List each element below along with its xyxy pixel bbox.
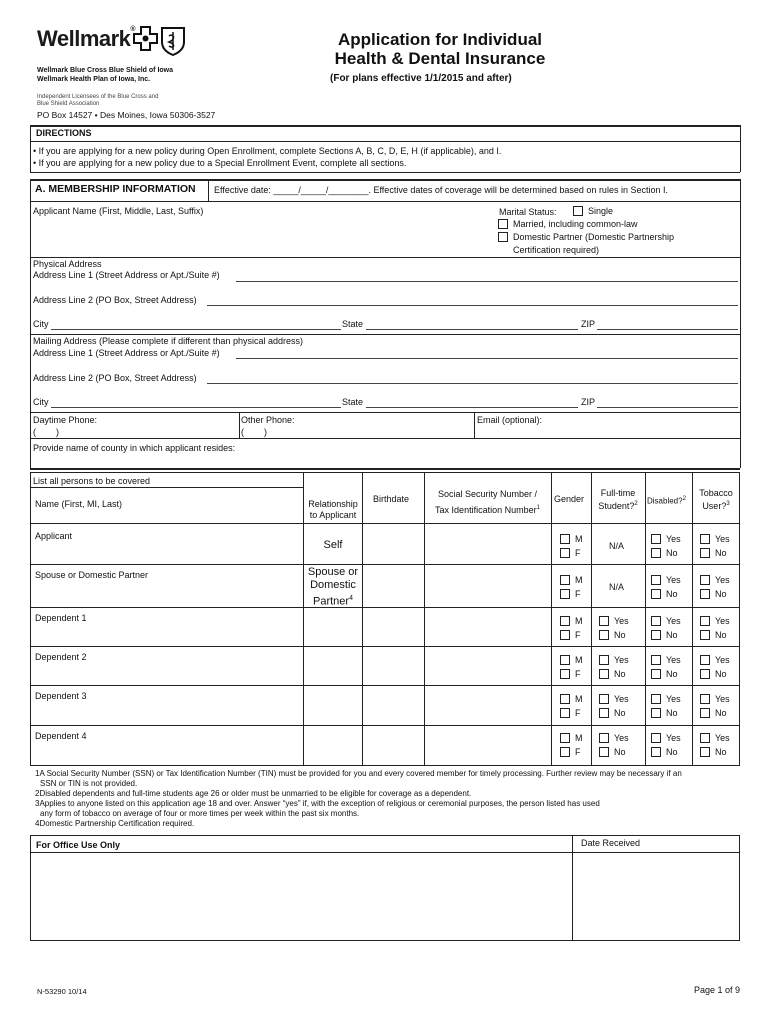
marital-status-label: Marital Status: xyxy=(499,207,557,217)
org-name-2: Wellmark Health Plan of Iowa, Inc. xyxy=(37,76,151,83)
spouse-disabled-yes[interactable]: Yes xyxy=(651,575,681,585)
blue-cross-blue-shield-icon xyxy=(132,24,188,58)
dep1-fulltime-no[interactable]: No xyxy=(599,630,626,640)
directions-item-2: • If you are applying for a new policy due to a Special Enrollment Event, complete all sections. xyxy=(33,158,407,168)
county-field[interactable]: Provide name of county in which applicant resides: xyxy=(33,443,236,453)
dep4-tobacco-no[interactable]: No xyxy=(700,747,727,757)
spouse-disabled-no[interactable]: No xyxy=(651,589,678,599)
physical-address-line-2[interactable]: Address Line 2 (PO Box, Street Address) xyxy=(33,295,197,305)
physical-state-field[interactable]: State xyxy=(342,319,364,329)
directions-heading: DIRECTIONS xyxy=(36,128,92,138)
footnote-1: 1A Social Security Number (SSN) or Tax Identification Number (TIN) must be provided for you and every covered member for timely processing. Further review may be necessary if an xyxy=(35,769,682,778)
licensee-line-1: Independent Licensees of the Blue Cross and xyxy=(37,94,159,100)
mailing-po-box: PO Box 14527 • Des Moines, Iowa 50306-3527 xyxy=(37,110,216,120)
dep2-gender-f[interactable]: F xyxy=(560,669,581,679)
org-name-1: Wellmark Blue Cross Blue Shield of Iowa xyxy=(37,67,174,74)
applicant-disabled-no[interactable]: No xyxy=(651,548,678,558)
date-received-label: Date Received xyxy=(581,838,641,848)
licensee-line-2: Blue Shield Association xyxy=(37,101,100,107)
spouse-tobacco-no[interactable]: No xyxy=(700,589,727,599)
dep1-gender-f[interactable]: F xyxy=(560,630,581,640)
footnote-3-cont: any form of tobacco on average of four or more times per week within the past six months. xyxy=(40,809,360,818)
row-applicant-relationship: Self xyxy=(323,539,343,551)
applicant-gender-m[interactable]: M xyxy=(560,534,583,544)
dep4-gender-m[interactable]: M xyxy=(560,733,583,743)
footnote-4: 4Domestic Partnership Certification required. xyxy=(35,819,195,828)
col-ssn-header: Social Security Number / Tax Identification Number$^1$ xyxy=(435,489,540,515)
physical-zip-field[interactable]: ZIP xyxy=(581,319,596,329)
dep2-tobacco-yes[interactable]: Yes xyxy=(700,655,730,665)
dep4-fulltime-yes[interactable]: Yes xyxy=(599,733,629,743)
applicant-tobacco-yes[interactable]: Yes xyxy=(700,534,730,544)
dep2-gender-m[interactable]: M xyxy=(560,655,583,665)
persons-list-label: List all persons to be covered xyxy=(33,476,151,486)
dep2-tobacco-no[interactable]: No xyxy=(700,669,727,679)
spouse-tobacco-yes[interactable]: Yes xyxy=(700,575,730,585)
marital-domestic-checkbox[interactable]: Domestic Partner (Domestic Partnership xyxy=(498,232,674,242)
dep3-gender-f[interactable]: F xyxy=(560,708,581,718)
mailing-address-line-1[interactable]: Address Line 1 (Street Address or Apt./Suite #) xyxy=(33,348,220,358)
row-dependent-2-label: Dependent 2 xyxy=(35,652,87,662)
section-a-heading: A. MEMBERSHIP INFORMATION xyxy=(35,183,196,195)
col-gender-header: Gender xyxy=(554,494,585,504)
applicant-gender-f[interactable]: F xyxy=(560,548,581,558)
wellmark-logo: Wellmark® xyxy=(37,26,136,51)
mailing-address-label: Mailing Address (Please complete if different than physical address) xyxy=(33,336,303,346)
office-use-heading: For Office Use Only xyxy=(36,840,121,850)
dep3-disabled-yes[interactable]: Yes xyxy=(651,694,681,704)
spouse-gender-m[interactable]: M xyxy=(560,575,583,585)
footnote-1-cont: SSN or TIN is not provided. xyxy=(40,779,138,788)
email-field[interactable]: Email (optional): xyxy=(477,415,543,425)
dep1-gender-m[interactable]: M xyxy=(560,616,583,626)
row-dependent-3-label: Dependent 3 xyxy=(35,691,87,701)
physical-address-line-1[interactable]: Address Line 1 (Street Address or Apt./Suite #) xyxy=(33,270,220,280)
daytime-phone-field[interactable]: Daytime Phone: xyxy=(33,415,98,425)
row-spouse-label: Spouse or Domestic Partner xyxy=(35,570,149,580)
dep3-tobacco-no[interactable]: No xyxy=(700,708,727,718)
page-number: Page 1 of 9 xyxy=(694,985,741,995)
marital-single-checkbox[interactable]: Single xyxy=(573,206,613,216)
physical-address-label: Physical Address xyxy=(33,259,102,269)
page-subtitle: (For plans effective 1/1/2015 and after) xyxy=(330,73,512,84)
applicant-disabled-yes[interactable]: Yes xyxy=(651,534,681,544)
dep3-tobacco-yes[interactable]: Yes xyxy=(700,694,730,704)
spouse-gender-f[interactable]: F xyxy=(560,589,581,599)
effective-date-field[interactable]: Effective date: _____/_____/________. Effective dates of coverage will be determined based on rules in Section I. xyxy=(214,185,668,195)
form-number: N-53290 10/14 xyxy=(37,987,87,996)
applicant-fulltime-na: N/A xyxy=(609,541,625,551)
mailing-zip-field[interactable]: ZIP xyxy=(581,397,596,407)
mailing-city-field[interactable]: City xyxy=(33,397,49,407)
col-fulltime-header: Full-time Student?$^2$ xyxy=(598,488,638,511)
dep1-disabled-yes[interactable]: Yes xyxy=(651,616,681,626)
mailing-address-line-2[interactable]: Address Line 2 (PO Box, Street Address) xyxy=(33,373,197,383)
row-dependent-4-label: Dependent 4 xyxy=(35,731,87,741)
physical-city-field[interactable]: City xyxy=(33,319,49,329)
dep1-disabled-no[interactable]: No xyxy=(651,630,678,640)
persons-table xyxy=(30,472,740,766)
row-applicant-label: Applicant xyxy=(35,531,73,541)
marital-married-checkbox[interactable]: Married, including common-law xyxy=(498,219,638,229)
applicant-name-field[interactable]: Applicant Name (First, Middle, Last, Suffix) xyxy=(33,206,204,216)
dep2-fulltime-yes[interactable]: Yes xyxy=(599,655,629,665)
daytime-phone-area: ( ) xyxy=(33,427,59,437)
dep2-disabled-no[interactable]: No xyxy=(651,669,678,679)
dep2-disabled-yes[interactable]: Yes xyxy=(651,655,681,665)
dep4-gender-f[interactable]: F xyxy=(560,747,581,757)
mailing-state-field[interactable]: State xyxy=(342,397,364,407)
col-tobacco-header: Tobacco User?$^3$ xyxy=(699,488,733,511)
dep4-disabled-no[interactable]: No xyxy=(651,747,678,757)
col-disabled-header: Disabled?$^2$ xyxy=(647,496,686,506)
dep3-fulltime-no[interactable]: No xyxy=(599,708,626,718)
row-spouse-relationship: Spouse or Domestic Partner$^4$ xyxy=(307,566,359,608)
spouse-fulltime-na: N/A xyxy=(609,582,625,592)
col-name-header: Name (First, MI, Last) xyxy=(35,499,123,509)
dep4-disabled-yes[interactable]: Yes xyxy=(651,733,681,743)
dep1-tobacco-no[interactable]: No xyxy=(700,630,727,640)
col-birthdate-header: Birthdate xyxy=(373,494,410,504)
applicant-tobacco-no[interactable]: No xyxy=(700,548,727,558)
dep1-fulltime-yes[interactable]: Yes xyxy=(599,616,629,626)
dep3-disabled-no[interactable]: No xyxy=(651,708,678,718)
dep3-gender-m[interactable]: M xyxy=(560,694,583,704)
dep3-fulltime-yes[interactable]: Yes xyxy=(599,694,629,704)
footnote-2: 2Disabled dependents and full-time students age 26 or older must be unmarried to be eligible for coverage as a dependent. xyxy=(35,789,472,798)
page-title: Application for Individual Health & Dental Insurance xyxy=(334,30,546,68)
footnote-3: 3Applies to anyone listed on this application age 18 and over. Answer “yes” if, with the exception of religious or ceremonial purposes, the person listed has used xyxy=(35,799,600,808)
dep1-tobacco-yes[interactable]: Yes xyxy=(700,616,730,626)
dep4-fulltime-no[interactable]: No xyxy=(599,747,626,757)
row-dependent-1-label: Dependent 1 xyxy=(35,613,87,623)
other-phone-area: ( ) xyxy=(241,427,267,437)
dep4-tobacco-yes[interactable]: Yes xyxy=(700,733,730,743)
directions-item-1: • If you are applying for a new policy during Open Enrollment, complete Sections A, B, C, D, E, H (if applicable), and I. xyxy=(33,146,502,156)
office-use-box xyxy=(30,835,740,941)
other-phone-field[interactable]: Other Phone: xyxy=(241,415,295,425)
domestic-certification-note: Certification required) xyxy=(513,245,600,255)
dep2-fulltime-no[interactable]: No xyxy=(599,669,626,679)
col-relationship-header: Relationship to Applicant xyxy=(308,499,358,520)
